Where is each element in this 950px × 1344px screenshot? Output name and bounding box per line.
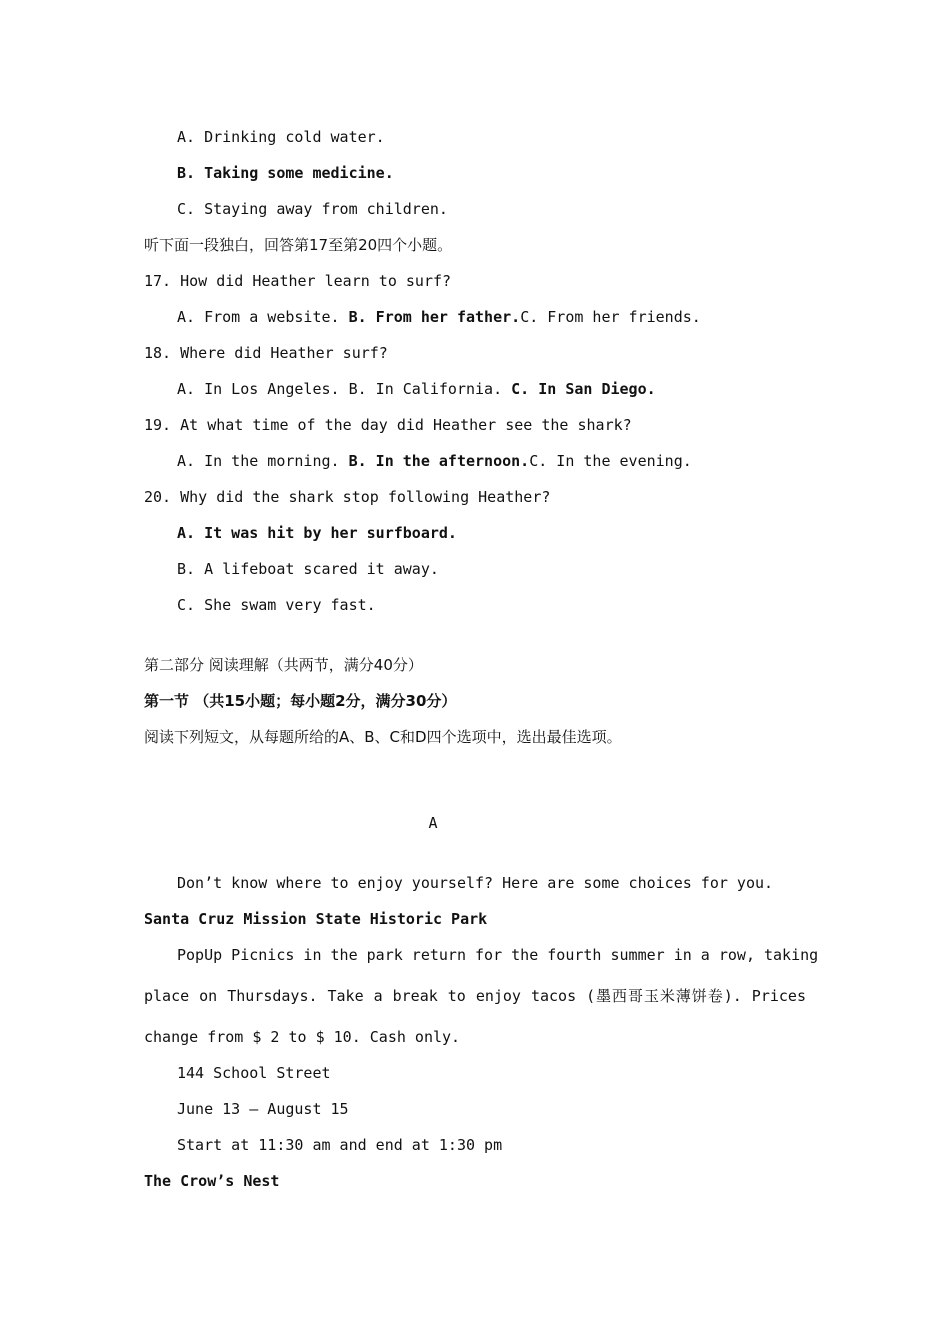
q19-option-a: A. In the morning. <box>177 452 340 470</box>
instruction-17-20: 听下面一段独白，回答第17至第20四个小题。 <box>144 236 453 254</box>
q16-option-c: C. Staying away from children. <box>177 200 448 218</box>
place1-desc-line1: PopUp Picnics in the park return for the fourth summer in a row, taking <box>177 946 819 964</box>
place1-dates: June 13 — August 15 <box>177 1100 349 1118</box>
place1-desc-line3: change from $ 2 to $ 10. Cash only. <box>144 1028 461 1046</box>
q19-option-c: C. In the evening. <box>529 452 692 470</box>
q17-question: 17. How did Heather learn to surf? <box>144 272 452 290</box>
reading-instruction: 阅读下列短文，从每题所给的A、B、C和D四个选项中，选出最佳选项。 <box>144 728 622 746</box>
q20-option-c: C. She swam very fast. <box>177 596 376 614</box>
q16-option-a: A. Drinking cold water. <box>177 128 385 146</box>
place1-address: 144 School Street <box>177 1064 331 1082</box>
q18-option-a: A. In Los Angeles. <box>177 380 340 398</box>
q17-option-c: C. From her friends. <box>520 308 701 326</box>
q20-option-a: A. It was hit by her surfboard. <box>177 524 457 542</box>
q20-option-b: B. A lifeboat scared it away. <box>177 560 439 578</box>
q17-option-a: A. From a website. <box>177 308 340 326</box>
part2-title: 第二部分 阅读理解（共两节，满分40分） <box>144 656 423 674</box>
q18-option-b: B. In California. <box>348 380 503 398</box>
q19-option-b: B. In the afternoon. <box>348 452 530 470</box>
q16-option-b: B. Taking some medicine. <box>177 164 394 182</box>
place1-name: Santa Cruz Mission State Historic Park <box>144 910 488 928</box>
q18-options <box>177 379 656 399</box>
q17-options <box>177 307 701 327</box>
place2-name: The Crow’s Nest <box>144 1172 280 1190</box>
q19-question: 19. At what time of the day did Heather see the shark? <box>144 416 632 434</box>
q20-question: 20. Why did the shark stop following Heather? <box>144 488 551 506</box>
q17-option-b: B. From her father. <box>348 308 521 326</box>
passage-intro: Don’t know where to enjoy yourself? Here are some choices for you. <box>177 874 774 892</box>
section1-title: 第一节 （共15小题；每小题2分，满分30分） <box>144 692 457 710</box>
q18-question: 18. Where did Heather surf? <box>144 344 388 362</box>
q18-option-c: C. In San Diego. <box>511 380 656 398</box>
q19-options <box>177 451 692 471</box>
place1-desc-line2: place on Thursdays. Take a break to enjoy tacos (墨西哥玉米薄饼卷). Prices <box>144 987 806 1005</box>
passage-label: A <box>428 814 438 832</box>
place1-time: Start at 11:30 am and end at 1:30 pm <box>177 1136 503 1154</box>
